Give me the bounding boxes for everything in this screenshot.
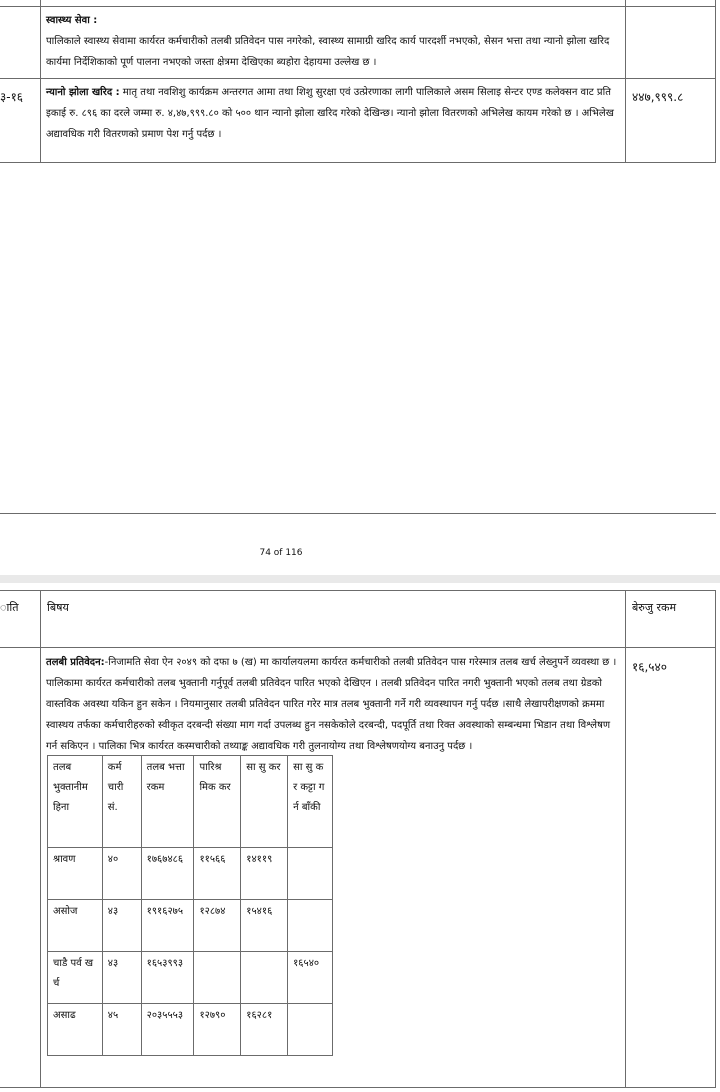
- health-section-heading: स्वास्थ्य सेवा :: [46, 15, 98, 26]
- table-cell: १९१६२७५: [141, 900, 194, 952]
- table-row: [48, 848, 333, 900]
- header-employee-count: कर्मचारी सं.: [102, 756, 141, 848]
- table-cell: १६२८१: [241, 1004, 288, 1056]
- table-cell: १२७९०: [194, 1004, 241, 1056]
- table-cell: २०३५५५३: [141, 1004, 194, 1056]
- table-row: [48, 1004, 333, 1056]
- table-cell: [241, 952, 288, 1004]
- table-cell: १७६७४८६: [141, 848, 194, 900]
- column-header-subject: बिषय: [47, 601, 69, 614]
- table-cell: ४३: [102, 900, 141, 952]
- bottom-left-border: [40, 590, 41, 1088]
- bottom-right-border: [715, 590, 716, 1088]
- table-cell: [288, 848, 333, 900]
- column-header-partial: ाति: [0, 601, 19, 614]
- salary-table: [47, 755, 333, 1056]
- health-section-paragraph: [46, 10, 618, 73]
- health-section-body: पालिकाले स्वास्थ्य सेवामा कार्यरत कर्मचारीको तलबी प्रतिवेदन पास नगरेको, स्वास्थ्य सामाग्री खरिद कार्य पारदर्शी नभएको, सेसन भत्ता तथा न्यानो झोला खरिद कार्यमा निर्देशिकाको पूर्ण पालना नभएको जस्ता क्षेत्रमा देखिएका ब्यहोरा देहायमा उल्लेख छ ।: [46, 36, 610, 68]
- blanket-serial-number: ३-१६: [0, 90, 24, 104]
- table-cell: चाडै पर्व खर्च: [48, 952, 103, 1004]
- header-sst-remaining: सा सु कर कट्टा गर्न बाँकी: [288, 756, 333, 848]
- top-amount-border: [625, 0, 626, 162]
- salary-section-body: -निजामति सेवा ऐन २०४९ को दफा ७ (ख) मा कार्यालयलमा कार्यरत कर्मचारीको तलबी प्रतिवेदन पास गरेस्मात्र तलब खर्च लेख्नुपर्ने व्यवस्था छ । पालिकामा कार्यरत कर्मचारीको तलब भुक्तानी गर्नुपूर्व तलबी प्रतिवेदन पारित भएको देखिएन । तलबी प्रतिवेदन पारित नगरी भुक्तानी भएको तलब तथा ग्रेडको वास्तविक अवस्था यकिन हुन सकेन । नियमानुसार तलबी प्रतिवेदन पारित गरेर मात्र तलब भुक्तानी गर्ने गरी व्यवस्थापन गर्नु पर्दछ ।साथै लेखापरीक्षणको क्रममा स्वास्थय तर्फका कर्मचारीहरुको स्वीकृत दरबन्दी संख्या माग गर्दा उपलब्ध हुन नसकेकोले दरबन्दी, पदपूर्ति तथा रिक्त अवस्थाको सम्बन्धमा भिडान तथा विश्लेषण गर्न सकिएन । पालिका भित्र कार्यरत कस्मचारीको तथ्याङ्क अद्यावधिक गरी तुलनायोग्य तथा विश्लेषणयोग्य बनाउनु पर्दछ ।: [46, 657, 617, 752]
- top-row-rule-2: [0, 78, 716, 79]
- table-row: [48, 900, 333, 952]
- top-right-border: [715, 0, 716, 162]
- table-cell: असोज: [48, 900, 103, 952]
- top-left-border: [40, 0, 41, 162]
- table-cell: १५४१६: [241, 900, 288, 952]
- salary-amount: १६,५४०: [632, 660, 668, 674]
- bottom-amount-border: [625, 590, 626, 1088]
- table-cell: [288, 1004, 333, 1056]
- bottom-bottom-rule: [0, 1087, 716, 1088]
- table-cell: १६५४०: [288, 952, 333, 1004]
- salary-section-heading: तलबी प्रतिवेदन:: [46, 657, 105, 668]
- header-social-security-tax: सा सु कर: [241, 756, 288, 848]
- blanket-section-body: मातृ तथा नवशिशु कार्यक्रम अन्तरगत आमा तथा शिशु सुरक्षा एवं उत्प्रेरणाका लागी पालिकाले असम सिलाइ सेन्टर एण्ड कलेक्सन वाट प्रति इकाई रु. ८९६ का दरले जम्मा रु. ४,४७,९९९.८० को ५०० थान न्यानो झोला खरिद गरेको देखिन्छ। न्यानो झोला वितरणको अभिलेख कायम गरेको छ । अभिलेख अद्यावधिक गरी वितरणको प्रमाण पेश गर्नु पर्दछ ।: [46, 87, 614, 140]
- page-number: 74 of 116: [259, 548, 303, 558]
- column-header-amount: बेरुजु रकम: [632, 601, 677, 614]
- table-cell: श्रावण: [48, 848, 103, 900]
- table-cell: ४५: [102, 1004, 141, 1056]
- page-gap: [0, 575, 720, 583]
- table-cell: असाढ: [48, 1004, 103, 1056]
- top-row-rule-3: [0, 162, 716, 163]
- salary-table-header-row: [48, 756, 333, 848]
- bottom-header-top-rule: [0, 590, 716, 591]
- table-cell: [288, 900, 333, 952]
- table-cell: [194, 952, 241, 1004]
- table-cell: १४११९: [241, 848, 288, 900]
- blanket-section-heading: न्यानो झोला खरिद :: [46, 87, 120, 98]
- table-cell: १२८७४: [194, 900, 241, 952]
- table-cell: ११५६६: [194, 848, 241, 900]
- header-salary-allowance: तलब भत्ता रकम: [141, 756, 194, 848]
- header-salary-month: तलब भुक्तानीमहिना: [48, 756, 103, 848]
- blanket-amount: ४४७,९९९.८: [632, 90, 684, 104]
- top-row-rule-1: [0, 6, 716, 7]
- table-cell: ४०: [102, 848, 141, 900]
- page-footer-rule: [0, 513, 716, 514]
- bottom-header-bottom-rule: [0, 647, 716, 648]
- table-cell: ४३: [102, 952, 141, 1004]
- salary-section-paragraph: [46, 652, 620, 757]
- header-remuneration-tax: पारिश्रमिक कर: [194, 756, 241, 848]
- blanket-section-paragraph: [46, 82, 620, 145]
- table-cell: १६५३९९३: [141, 952, 194, 1004]
- table-row: [48, 952, 333, 1004]
